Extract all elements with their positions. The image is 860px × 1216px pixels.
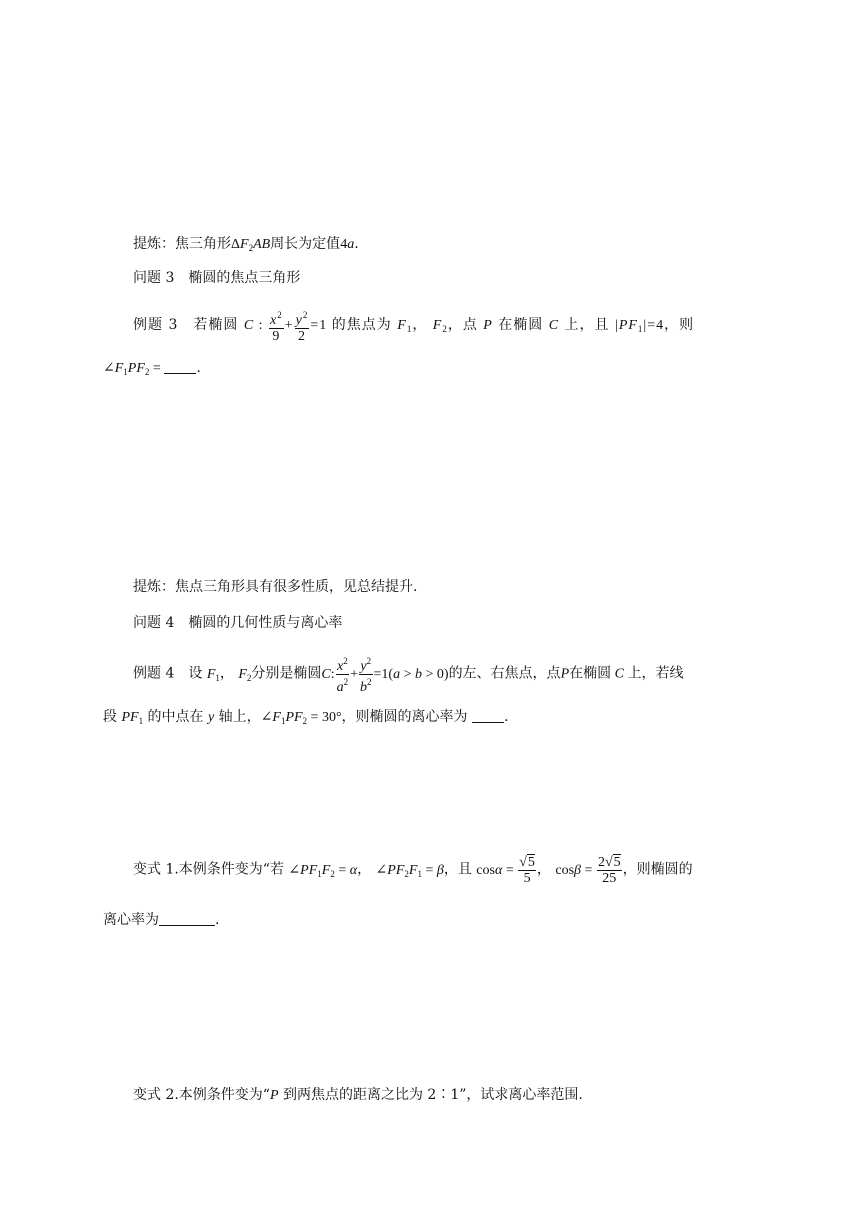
variant-2-t1: 到两焦点的距离之比为 2∶1”，试求离心率范围. xyxy=(282,1087,583,1103)
cos-beta: cosβ = $\frac{2√5}{25}$ xyxy=(555,855,621,886)
summary-focal-triangle xyxy=(133,233,359,253)
example-4-line2-t3: 轴上， xyxy=(218,709,261,725)
example-4-line-2 xyxy=(103,706,508,726)
perimeter-value: 4a xyxy=(340,237,355,252)
variant-1 xyxy=(133,855,693,886)
answer-blank xyxy=(164,373,196,374)
example-3-t1: 的焦点为 xyxy=(331,317,392,334)
answer-blank xyxy=(472,722,504,723)
angle-f1pf2: $\angle F_1PF_2$ = xyxy=(103,361,165,377)
summary-2-label: 提炼： xyxy=(133,579,175,595)
fraction-x2-over-a2: $\frac{x^2}{a^2}$ xyxy=(336,656,349,695)
angle-pf2f1-beta: $\angle PF_2F_1 = \beta$ xyxy=(375,862,444,879)
example-4-end: . xyxy=(504,709,509,725)
fraction-2sqrt5-over-25: $\frac{2√5}{25}$ xyxy=(597,855,621,886)
variant-1-line2-t1: 离心率为 xyxy=(103,912,159,928)
cos-alpha: cosα = $\frac{√5}{5}$ xyxy=(476,855,535,886)
example-4-t5: 上，若线 xyxy=(627,665,684,682)
example-4-t2: 分别是椭圆 xyxy=(251,665,322,682)
example-4-lead: 例题 4 设 xyxy=(133,665,203,682)
fraction-sqrt5-over-5: $\frac{√5}{5}$ xyxy=(519,855,535,886)
ellipse-c: C xyxy=(548,318,560,334)
angle-pf1f2-alpha: $\angle PF_1F_2 = \alpha$ xyxy=(288,862,358,879)
example-4-t4: 在椭圆 xyxy=(569,665,612,682)
answer-blank xyxy=(159,925,215,926)
example-3-lead: 例题 3 若椭圆 xyxy=(133,317,239,334)
summary-label: 提炼： xyxy=(133,236,175,252)
focus-f2: $F_2$ xyxy=(238,666,252,683)
summary-2-text: 焦点三角形具有很多性质，见总结提升. xyxy=(175,579,418,595)
example-3-end: . xyxy=(196,360,201,376)
variant-1-lead: 变式 1.本例条件变为“若 xyxy=(133,861,284,878)
example-4-t1: ， xyxy=(219,665,234,682)
point-p: P xyxy=(483,318,493,334)
focus-f2: $F_2$ xyxy=(432,318,448,335)
fraction-y2-over-b2: $\frac{y^2}{b^2}$ xyxy=(360,656,372,695)
ellipse-equation: C : $\frac{x^2}{9}$ + $\frac{y^2}{2}$ =1 xyxy=(243,310,328,344)
variant-1-end: . xyxy=(215,912,220,928)
ellipse-general-equation: C: $\frac{x^2}{a^2}$ + $\frac{y^2}{b^2}$ =1(a > b > 0) xyxy=(321,656,449,695)
variant-2 xyxy=(133,1084,583,1104)
example-3 xyxy=(133,308,694,344)
ellipse-c: C xyxy=(611,666,628,682)
summary-text-2: 周长为定值 xyxy=(270,236,341,252)
point-p: P xyxy=(269,1088,279,1103)
variant-1-t3: ， xyxy=(536,861,551,878)
variant-1-line-2 xyxy=(103,909,219,929)
example-4 xyxy=(133,654,683,695)
example-4-line2-t1: 段 xyxy=(103,709,117,725)
summary-text: 焦三角形 xyxy=(175,236,231,252)
angle-f1pf2-30deg: $\angle F_1PF_2 = 30^\circ$ xyxy=(260,710,342,726)
summary-end: . xyxy=(354,236,359,252)
example-4-t3: 的左、右焦点，点 xyxy=(448,665,561,682)
example-4-line2-t4: ，则椭圆的离心率为 xyxy=(341,709,468,725)
example-3-t2: ， xyxy=(412,317,428,334)
distance-pf1: $|PF_1|=4$ xyxy=(615,318,665,335)
variant-2-lead: 变式 2.本例条件变为“ xyxy=(133,1087,270,1103)
focus-f1: $F_1$ xyxy=(206,666,220,683)
variant-1-t2: ，且 xyxy=(443,861,472,878)
variant-1-t4: ，则椭圆的 xyxy=(622,861,693,878)
example-3-t4: 在椭圆 xyxy=(498,317,544,334)
fraction-x2-over-9: $\frac{x^2}{9}$ xyxy=(270,310,283,344)
focus-f1: $F_1$ xyxy=(397,318,413,335)
triangle-symbol: $\Delta F_2AB$ xyxy=(231,237,271,253)
variant-1-t1: ， xyxy=(357,861,372,878)
point-p: P xyxy=(560,666,570,682)
example-3-t6: ，则 xyxy=(664,317,695,334)
problem-3-heading: 问题 3 椭圆的焦点三角形 xyxy=(133,270,301,286)
problem-4-heading: 问题 4 椭圆的几何性质与离心率 xyxy=(133,615,343,631)
example-3-t5: 上，且 xyxy=(564,317,610,334)
example-3-question xyxy=(103,360,201,377)
example-4-line2-t2: 的中点在 xyxy=(147,709,204,725)
example-3-t3: ，点 xyxy=(447,317,478,334)
axis-y: y xyxy=(207,710,215,725)
summary-properties xyxy=(133,576,417,596)
segment-pf1: $PF_1$ xyxy=(121,710,144,726)
fraction-y2-over-2: $\frac{y^2}{2}$ xyxy=(295,310,309,344)
